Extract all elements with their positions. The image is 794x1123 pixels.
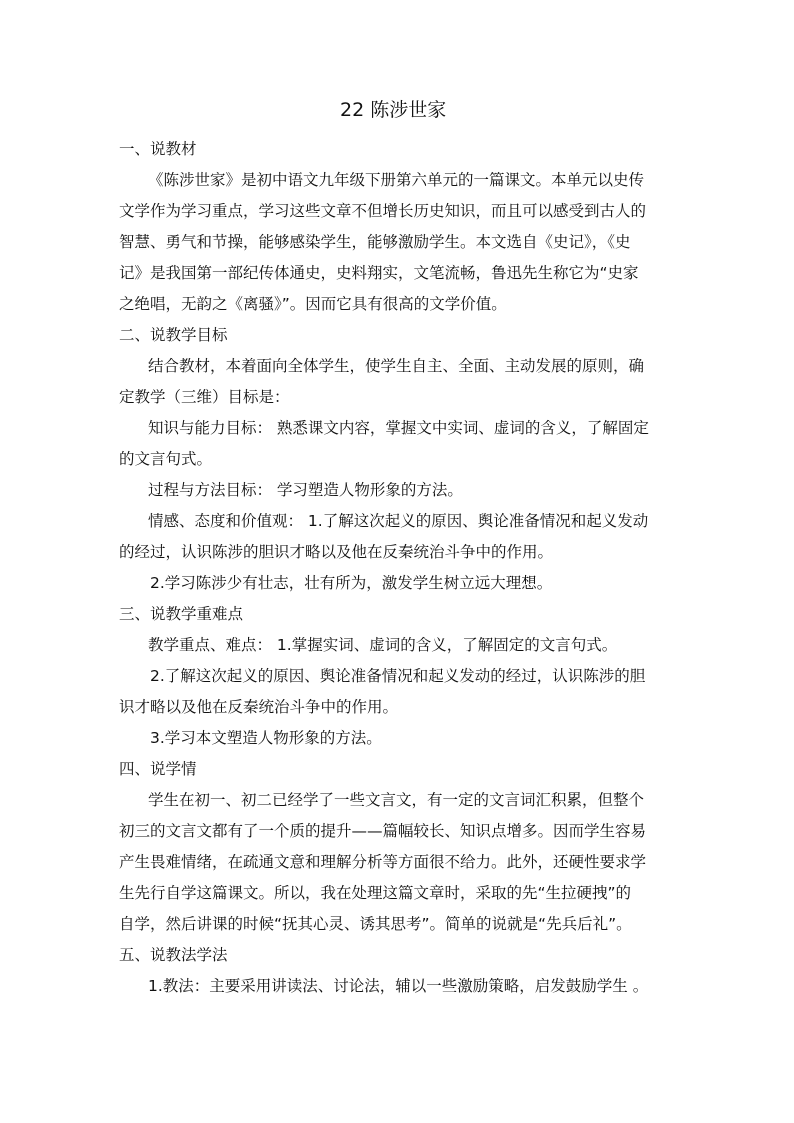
body-line: 情感、态度和价值观： 1.了解这次起义的原因、舆论准备情况和起义发动	[148, 512, 649, 530]
body-line: 初三的文言文都有了一个质的提升——篇幅较长、知识点增多。因而学生容易	[119, 822, 647, 840]
section-heading: 二、说教学目标	[119, 326, 228, 344]
body-line: 2.学习陈涉少有壮志，壮有所为，激发学生树立远大理想。	[150, 574, 553, 592]
section-heading: 一、说教材	[119, 140, 197, 158]
section-heading: 四、说学情	[119, 760, 197, 778]
body-line: 1.教法：主要采用讲读法、讨论法，辅以一些激励策略，启发鼓励学生 。	[148, 977, 649, 995]
body-line: 教学重点、难点： 1.掌握实词、虚词的含义，了解固定的文言句式。	[148, 636, 618, 654]
body-line: 生先行自学这篇课文。所以，我在处理这篇文章时，采取的先“生拉硬拽”的	[119, 884, 632, 902]
body-line: 结合教材，本着面向全体学生，使学生自主、全面、主动发展的原则，确	[148, 357, 645, 375]
body-line: 产生畏难情绪，在疏通文意和理解分析等方面很不给力。此外，还硬性要求学	[119, 853, 647, 871]
body-line: 的经过，认识陈涉的胆识才略以及他在反秦统治斗争中的作用。	[119, 543, 554, 561]
body-line: 学生在初一、初二已经学了一些文言文，有一定的文言词汇积累，但整个	[148, 791, 645, 809]
body-line: 的文言句式。	[119, 450, 213, 468]
body-line: 文学作为学习重点，学习这些文章不但增长历史知识，而且可以感受到古人的	[119, 202, 647, 220]
body-line: 过程与方法目标： 学习塑造人物形象的方法。	[148, 481, 463, 499]
section-heading: 五、说教法学法	[119, 946, 228, 964]
section-heading: 三、说教学重难点	[119, 605, 244, 623]
body-line: 智慧、勇气和节操，能够感染学生，能够激励学生。本文选自《史记》，《史	[119, 233, 631, 251]
body-line: 定教学（三维）目标是：	[119, 388, 290, 406]
body-line: 《陈涉世家》是初中语文九年级下册第六单元的一篇课文。本单元以史传	[148, 171, 645, 189]
body-line: 识才略以及他在反秦统治斗争中的作用。	[119, 698, 399, 716]
page-title: 22 陈涉世家	[340, 99, 447, 121]
body-line: 3.学习本文塑造人物形象的方法。	[150, 729, 382, 747]
body-line: 记》是我国第一部纪传体通史，史料翔实，文笔流畅，鲁迅先生称它为“史家	[119, 264, 639, 282]
body-line: 知识与能力目标： 熟悉课文内容，掌握文中实词、虚词的含义，了解固定	[148, 419, 649, 437]
body-line: 自学，然后讲课的时候“抚其心灵、诱其思考”。简单的说就是“先兵后礼”。	[119, 915, 632, 933]
body-line: 之绝唱，无韵之《离骚》”。因而它具有很高的文学价值。	[119, 295, 507, 313]
body-line: 2.了解这次起义的原因、舆论准备情况和起义发动的经过，认识陈涉的胆	[150, 667, 646, 685]
